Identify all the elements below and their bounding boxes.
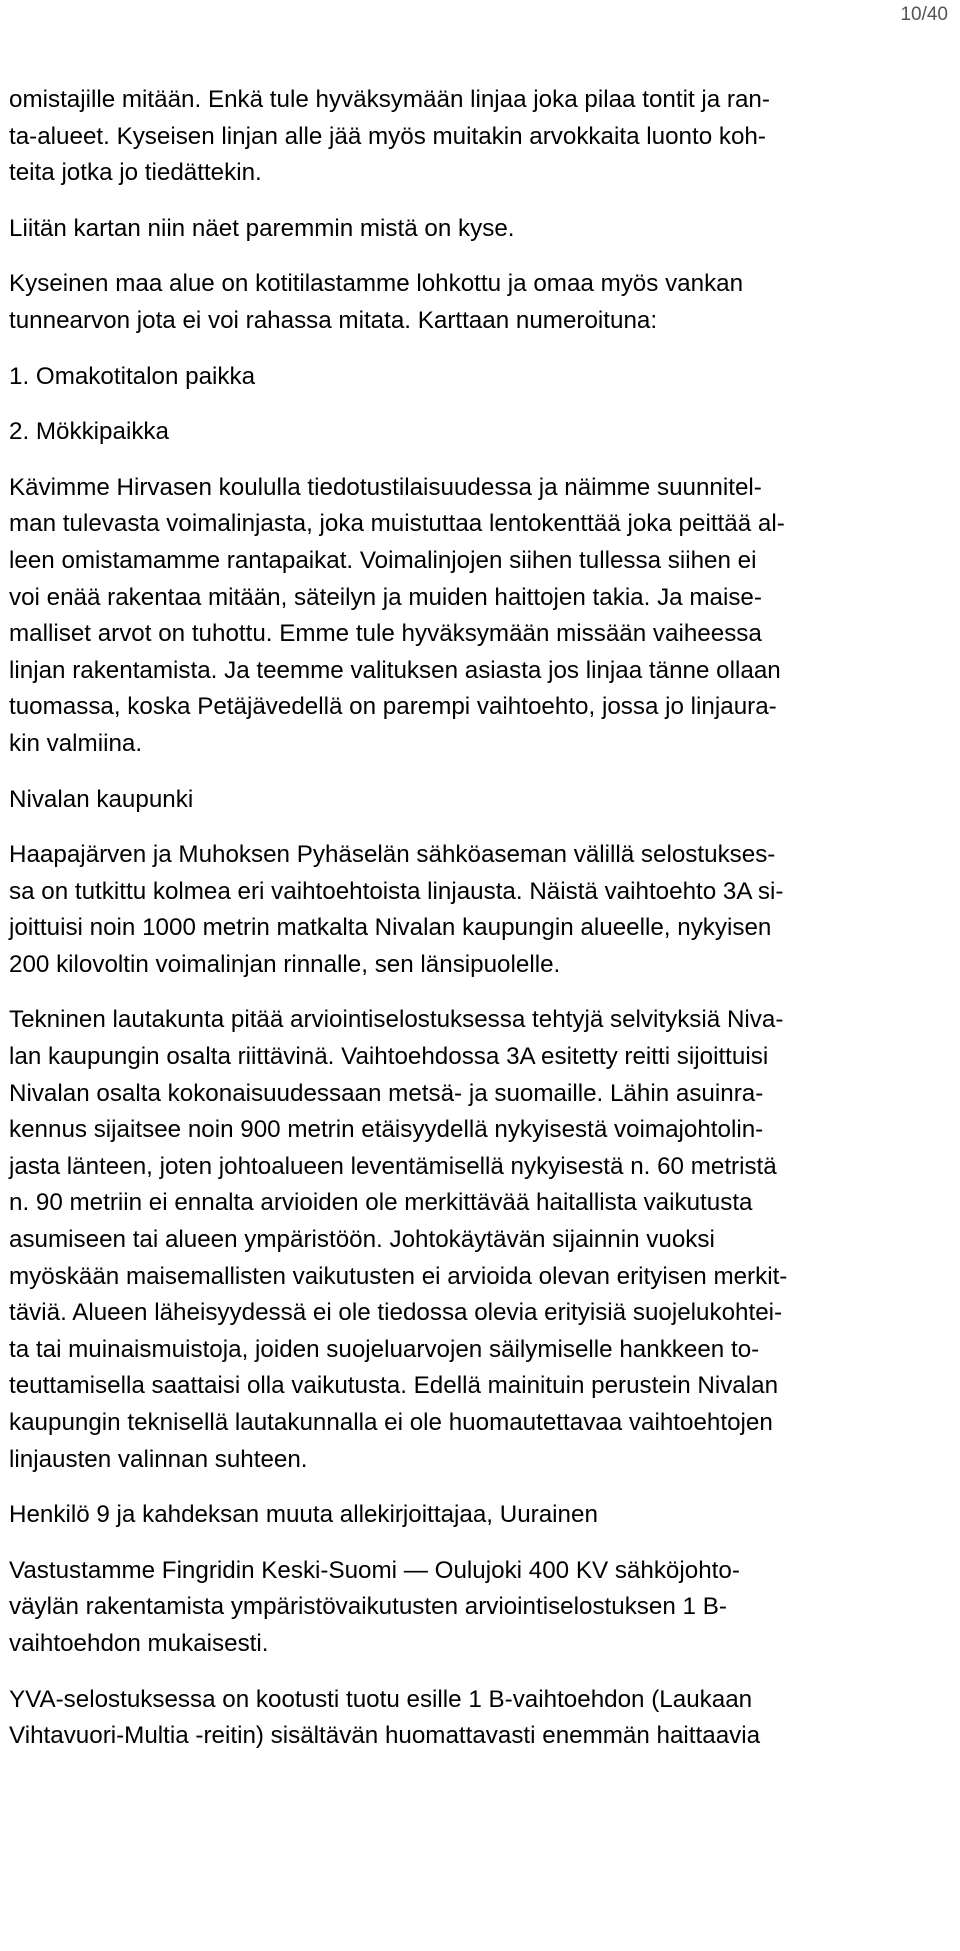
text-line: linjausten valinnan suhteen. — [9, 1445, 308, 1473]
text-line: joittuisi noin 1000 metrin matkalta Nivalan kaupungin alueelle, nykyisen — [9, 914, 772, 942]
text-line: n. 90 metriin ei ennalta arvioiden ole merkittävää haitallista vaikutusta — [9, 1189, 753, 1217]
text-line: Liitän kartan niin näet paremmin mistä on kyse. — [9, 214, 515, 242]
text-line: kennus sijaitsee noin 900 metrin etäisyydellä nykyisestä voimajohtolin- — [9, 1116, 764, 1144]
paragraph — [9, 1682, 953, 1755]
text-line: Henkilö 9 ja kahdeksan muuta allekirjoittajaa, Uurainen — [9, 1501, 598, 1529]
text-line: teita jotka jo tiedättekin. — [9, 159, 262, 187]
text-line: Vihtavuori-Multia -reitin) sisältävän huomattavasti enemmän haittaavia — [9, 1722, 761, 1750]
text-line: linjan rakentamista. Ja teemme valituksen asiasta jos linjaa tänne ollaan — [9, 656, 781, 684]
text-line: man tulevasta voimalinjasta, joka muistuttaa lentokenttää joka peittää al- — [9, 510, 785, 538]
text-line: teuttamisella saattaisi olla vaikutusta. Edellä mainituin perustein Nivalan — [9, 1372, 779, 1400]
paragraph-gap — [9, 763, 953, 782]
paragraph-gap — [9, 247, 953, 266]
page-number: 10/40 — [900, 4, 948, 25]
text-line: Vastustamme Fingridin Keski-Suomi — Oulujoki 400 KV sähköjohto- — [9, 1556, 740, 1584]
text-line: ta-alueet. Kyseisen linjan alle jää myös muitakin arvokkaita luonto koh- — [9, 122, 766, 150]
text-line: Haapajärven ja Muhoksen Pyhäselän sähköaseman välillä selostukses- — [9, 841, 776, 869]
paragraph-gap — [9, 1534, 953, 1553]
document-body — [9, 82, 953, 1755]
text-line: 1. Omakotitalon paikka — [9, 362, 256, 390]
text-line: myöskään maisemallisten vaikutusten ei arvioida olevan erityisen merkit- — [9, 1262, 788, 1290]
paragraph — [9, 470, 953, 763]
paragraph-gap — [9, 340, 953, 359]
paragraph-gap — [9, 451, 953, 470]
paragraph — [9, 1553, 953, 1663]
text-line: omistajille mitään. Enkä tule hyväksymään linjaa joka pilaa tontit ja ran- — [9, 86, 770, 113]
paragraph — [9, 782, 953, 819]
text-line: tunnearvon jota ei voi rahassa mitata. Karttaan numeroituna: — [9, 306, 658, 334]
text-line: sa on tutkittu kolmea eri vaihtoehtoista linjausta. Näistä vaihtoehto 3A si- — [9, 877, 784, 905]
text-line: voi enää rakentaa mitään, säteilyn ja muiden haittojen takia. Ja maise- — [9, 583, 762, 611]
text-line: Tekninen lautakunta pitää arviointiselostuksessa tehtyjä selvityksiä Niva- — [9, 1006, 784, 1034]
paragraph — [9, 82, 953, 192]
paragraph-gap — [9, 983, 953, 1002]
text-line: YVA-selostuksessa on kootusti tuotu esille 1 B-vaihtoehdon (Laukaan — [9, 1685, 753, 1713]
paragraph-gap — [9, 1663, 953, 1682]
paragraph — [9, 1002, 953, 1478]
text-line: jasta länteen, joten johtoalueen leventämisellä nykyisestä n. 60 metristä — [9, 1152, 777, 1180]
paragraph — [9, 1497, 953, 1534]
text-line: 2. Mökkipaikka — [9, 418, 169, 446]
text-line: Kävimme Hirvasen koululla tiedotustilaisuudessa ja näimme suunnitel- — [9, 473, 762, 501]
text-line: kin valmiina. — [9, 729, 143, 757]
paragraph — [9, 414, 953, 451]
paragraph-gap — [9, 395, 953, 414]
text-line: lan kaupungin osalta riittävinä. Vaihtoehdossa 3A esitetty reitti sijoittuisi — [9, 1043, 769, 1071]
text-line: Nivalan osalta kokonaisuudessaan metsä- ja suomaille. Lähin asuinra- — [9, 1079, 764, 1107]
text-line: Nivalan kaupunki — [9, 785, 194, 813]
text-line: 200 kilovoltin voimalinjan rinnalle, sen länsipuolelle. — [9, 950, 561, 978]
text-line: malliset arvot on tuhottu. Emme tule hyväksymään missään vaiheessa — [9, 620, 762, 648]
paragraph — [9, 266, 953, 339]
text-line: ta tai muinaismuistoja, joiden suojeluarvojen säilymiselle hankkeen to- — [9, 1335, 760, 1363]
text-line: täviä. Alueen läheisyydessä ei ole tiedossa olevia erityisiä suojelukohtei- — [9, 1299, 783, 1327]
text-line: leen omistamamme rantapaikat. Voimalinjojen siihen tullessa siihen ei — [9, 546, 757, 574]
text-line: kaupungin teknisellä lautakunnalla ei ole huomautettavaa vaihtoehtojen — [9, 1409, 773, 1436]
text-line: väylän rakentamista ympäristövaikutusten arviointiselostuksen 1 B- — [9, 1593, 727, 1621]
paragraph — [9, 211, 953, 248]
text-line: Kyseinen maa alue on kotitilastamme lohkottu ja omaa myös vankan — [9, 270, 744, 298]
paragraph-gap — [9, 818, 953, 837]
paragraph-gap — [9, 1478, 953, 1497]
text-line: asumiseen tai alueen ympäristöön. Johtokäytävän sijainnin vuoksi — [9, 1226, 715, 1254]
text-line: tuomassa, koska Petäjävedellä on parempi vaihtoehto, jossa jo linjaura- — [9, 693, 777, 721]
paragraph — [9, 359, 953, 396]
paragraph-gap — [9, 192, 953, 211]
paragraph — [9, 837, 953, 983]
text-line: vaihtoehdon mukaisesti. — [9, 1629, 269, 1657]
